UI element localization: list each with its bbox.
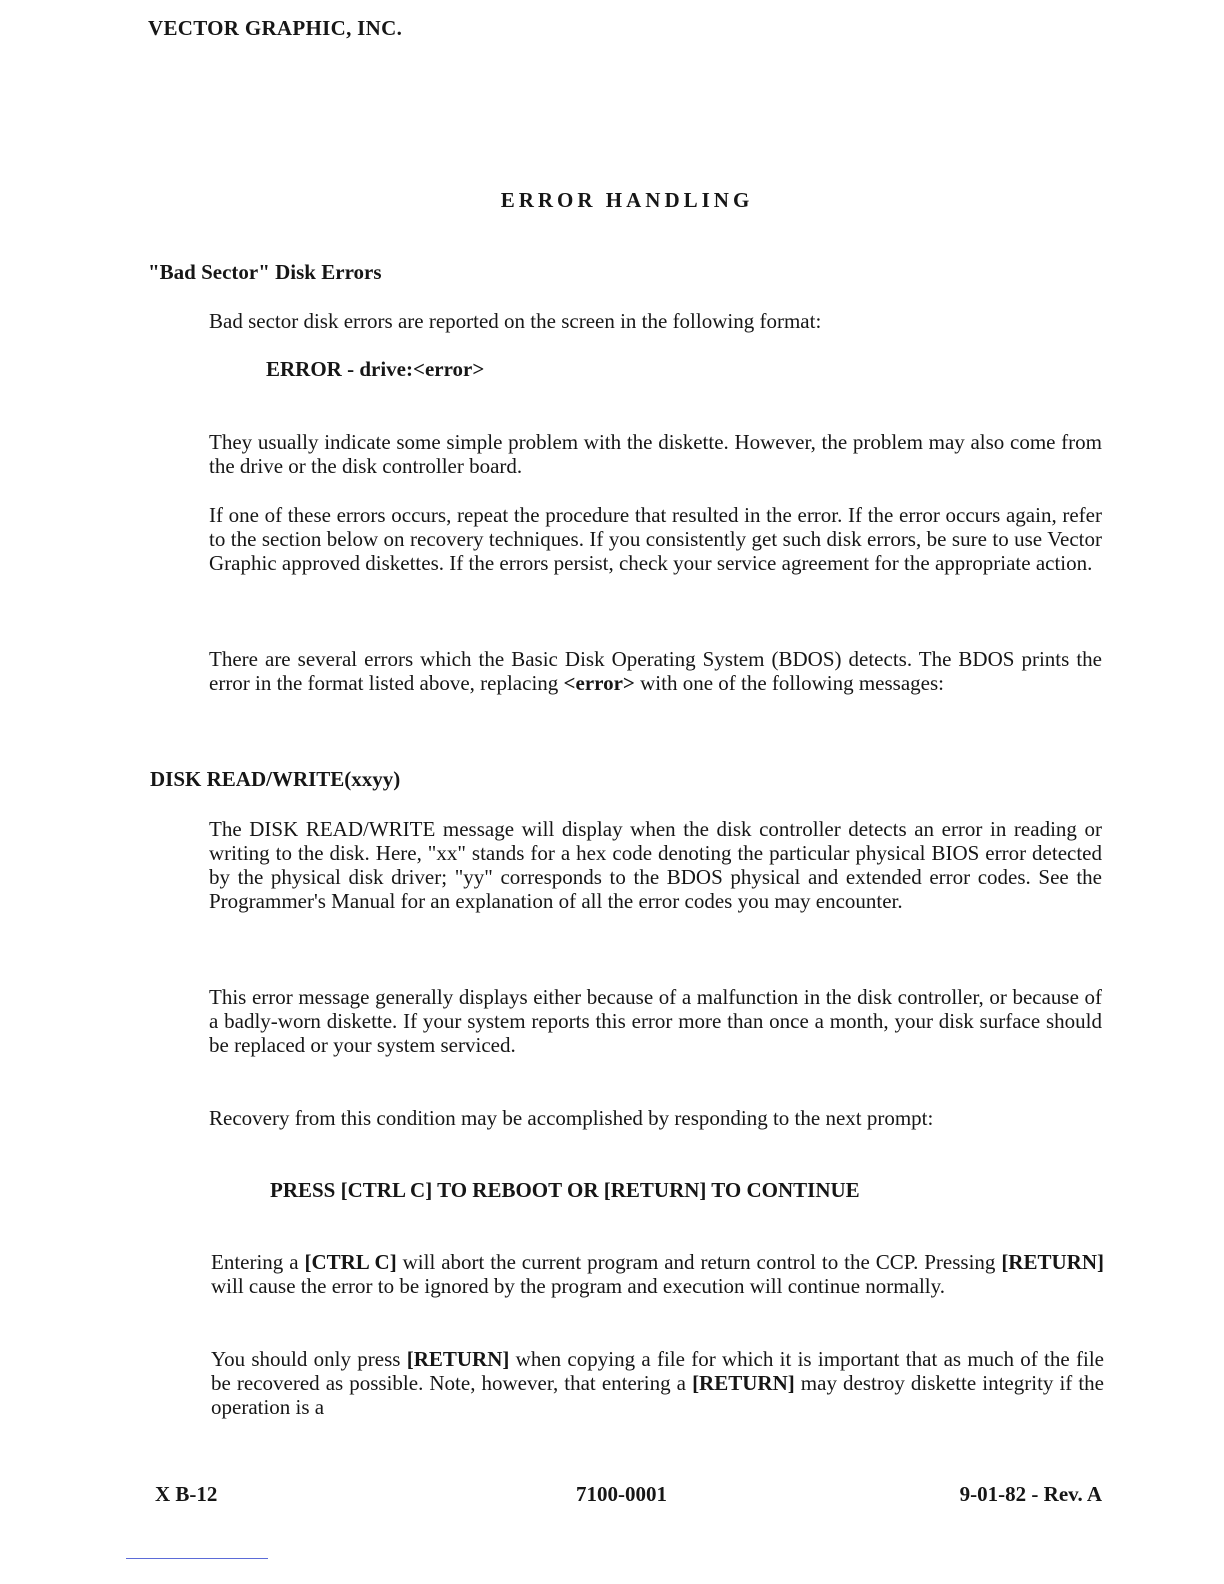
footer-document-number: 7100-0001 [576,1482,667,1506]
bad-sector-paragraph-2: If one of these errors occurs, repeat the procedure that resulted in the error. If the error occurs again, refer to the section below on recovery techniques. If you consistently get such disk errors, be sure to use Vector Graphic approved diskettes. If the errors persist, check your service agreement for the appropriate action. [209,503,1102,575]
return-key: [RETURN] [406,1347,510,1371]
disk-rw-paragraph-1: The DISK READ/WRITE message will display when the disk controller detects an error in reading or writing to the disk. Here, "xx" stands for a hex code denoting the particular physical BIOS error detected by the physical disk driver; "yy" corresponds to the BDOS physical and extended error codes. See the Programmer's Manual for an explanation of all the error codes you may encounter. [209,817,1102,913]
bad-sector-paragraph-1: They usually indicate some simple problem with the diskette. However, the problem may also come from the drive or the disk controller board. [209,430,1102,478]
bad-sector-intro: Bad sector disk errors are reported on the screen in the following format: [209,309,822,333]
disk-rw-paragraph-4 [211,1250,1104,1298]
return-key: [RETURN] [1001,1250,1104,1274]
company-header: VECTOR GRAPHIC, INC. [148,16,403,40]
disk-rw-paragraph-3: Recovery from this condition may be accomplished by responding to the next prompt: [209,1106,934,1130]
p3-text-end: with one of the following messages: [634,671,944,695]
disk-rw-paragraph-2: This error message generally displays either because of a malfunction in the disk controller, or because of a badly-worn diskette. If your system reports this error more than once a month, your disk surface should be replaced or your system serviced. [209,985,1102,1057]
disk-rw-paragraph-5 [211,1347,1104,1419]
return-key: [RETURN] [692,1371,795,1395]
footer-page-number: X B-12 [155,1482,218,1506]
bad-sector-paragraph-3 [209,647,1102,695]
p3-text-start: There are several errors which the Basic Disk Operating System (BDOS) detects. The BDOS prints the error in the format listed above, replacing [209,647,1102,695]
p5-text-2: when copying a file for which it is important that as much of the file be recovered as possible. Note, however, that entering a [211,1347,1104,1395]
section-heading-bad-sector: "Bad Sector" Disk Errors [148,260,382,284]
p4-text-2: will abort the current program and return control to the CCP. Pressing [396,1250,1002,1274]
error-format-line: ERROR - drive:<error> [266,357,485,381]
p5-text-3: may destroy diskette integrity if the operation is a [211,1371,1104,1419]
p4-text-1: Entering a [211,1250,305,1274]
reboot-prompt: PRESS [CTRL C] TO REBOOT OR [RETURN] TO CONTINUE [270,1178,860,1202]
p5-text-1: You should only press [211,1347,407,1371]
section-heading-disk-read-write: DISK READ/WRITE(xxyy) [150,767,401,791]
footer-divider [126,1558,268,1559]
page-title: ERROR HANDLING [500,188,754,212]
footer-revision: 9-01-82 - Rev. A [959,1482,1102,1506]
p4-text-3: will cause the error to be ignored by the program and execution will continue normally. [211,1274,945,1298]
error-placeholder: <error> [563,671,635,695]
ctrl-c-key: [CTRL C] [304,1250,397,1274]
